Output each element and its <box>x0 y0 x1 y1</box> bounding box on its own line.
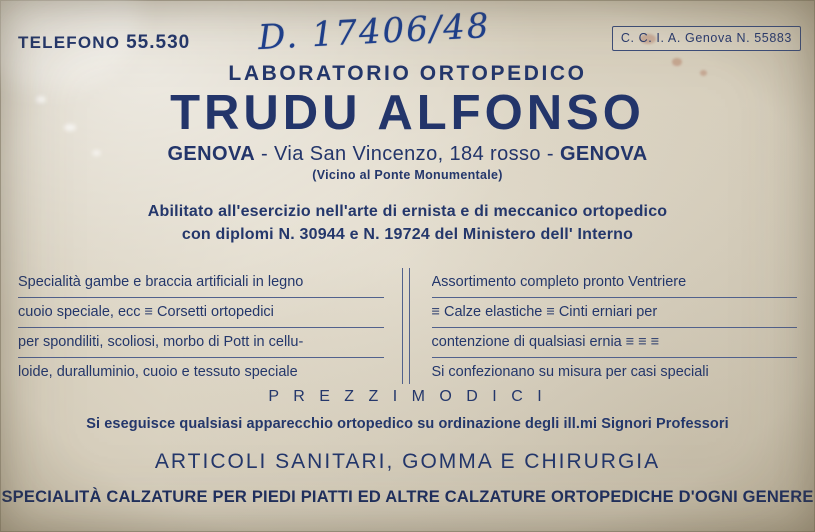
footer-specialty-line: SPECIALITÀ CALZATURE PER PIEDI PIATTI ED ALTRE CALZATURE ORTOPEDICHE D'OGNI GENERE <box>1 488 814 506</box>
laboratory-title: LABORATORIO ORTOPEDICO <box>228 62 587 85</box>
prices-note: P R E Z Z I M O D I C I <box>268 388 547 405</box>
services-left-line: per spondiliti, scoliosi, morbo di Pott in cellu- <box>18 328 384 358</box>
services-column-left <box>18 268 400 387</box>
articles-line: ARTICOLI SANITARI, GOMMA E CHIRURGIA <box>154 450 661 473</box>
services-left-line: loide, duralluminio, cuoio e tessuto speciale <box>18 364 298 380</box>
services-columns <box>18 268 797 387</box>
column-divider <box>402 268 410 384</box>
qualification-block <box>0 200 815 246</box>
card-top-row <box>0 5 815 66</box>
services-left-line: Specialità gambe e braccia artificiali in legno <box>18 268 384 298</box>
address-line <box>0 143 815 166</box>
business-name: TRUDU ALFONSO <box>170 86 645 140</box>
orders-note: Si eseguisce qualsiasi apparecchio ortopedico su ordinazione degli ill.mi Signori Professori <box>86 416 729 432</box>
qualification-line-1: Abilitato all'esercizio nell'arte di ernista e di meccanico ortopedico <box>147 203 668 220</box>
services-left-line: cuoio speciale, ecc ≡ Corsetti ortopedici <box>18 298 384 328</box>
address-city-left: GENOVA <box>167 143 256 165</box>
registry-number: C. C. I. A. Genova N. 55883 <box>612 26 801 51</box>
address-city-right: GENOVA <box>559 143 648 165</box>
address-landmark-note: (Vicino al Ponte Monumentale) <box>312 168 503 182</box>
services-right-line: Assortimento completo pronto Ventriere <box>432 268 798 298</box>
services-right-line: Si confezionano su misura per casi speciali <box>431 364 709 380</box>
services-right-line: contenzione di qualsiasi ernia ≡ ≡ ≡ <box>432 328 798 358</box>
telephone-number: 55.530 <box>126 32 191 53</box>
qualification-line-2: con diplomi N. 30944 e N. 19724 del Ministero dell' Interno <box>181 226 634 244</box>
telephone-label: TELEFONO <box>18 33 121 52</box>
handwritten-annotation: D. 17406/48 <box>257 5 492 59</box>
address-street: - Via San Vincenzo, 184 rosso - <box>261 143 554 165</box>
services-column-right <box>412 268 798 387</box>
telephone-block <box>18 32 190 54</box>
services-right-line: ≡ Calze elastiche ≡ Cinti erniari per <box>432 298 798 328</box>
